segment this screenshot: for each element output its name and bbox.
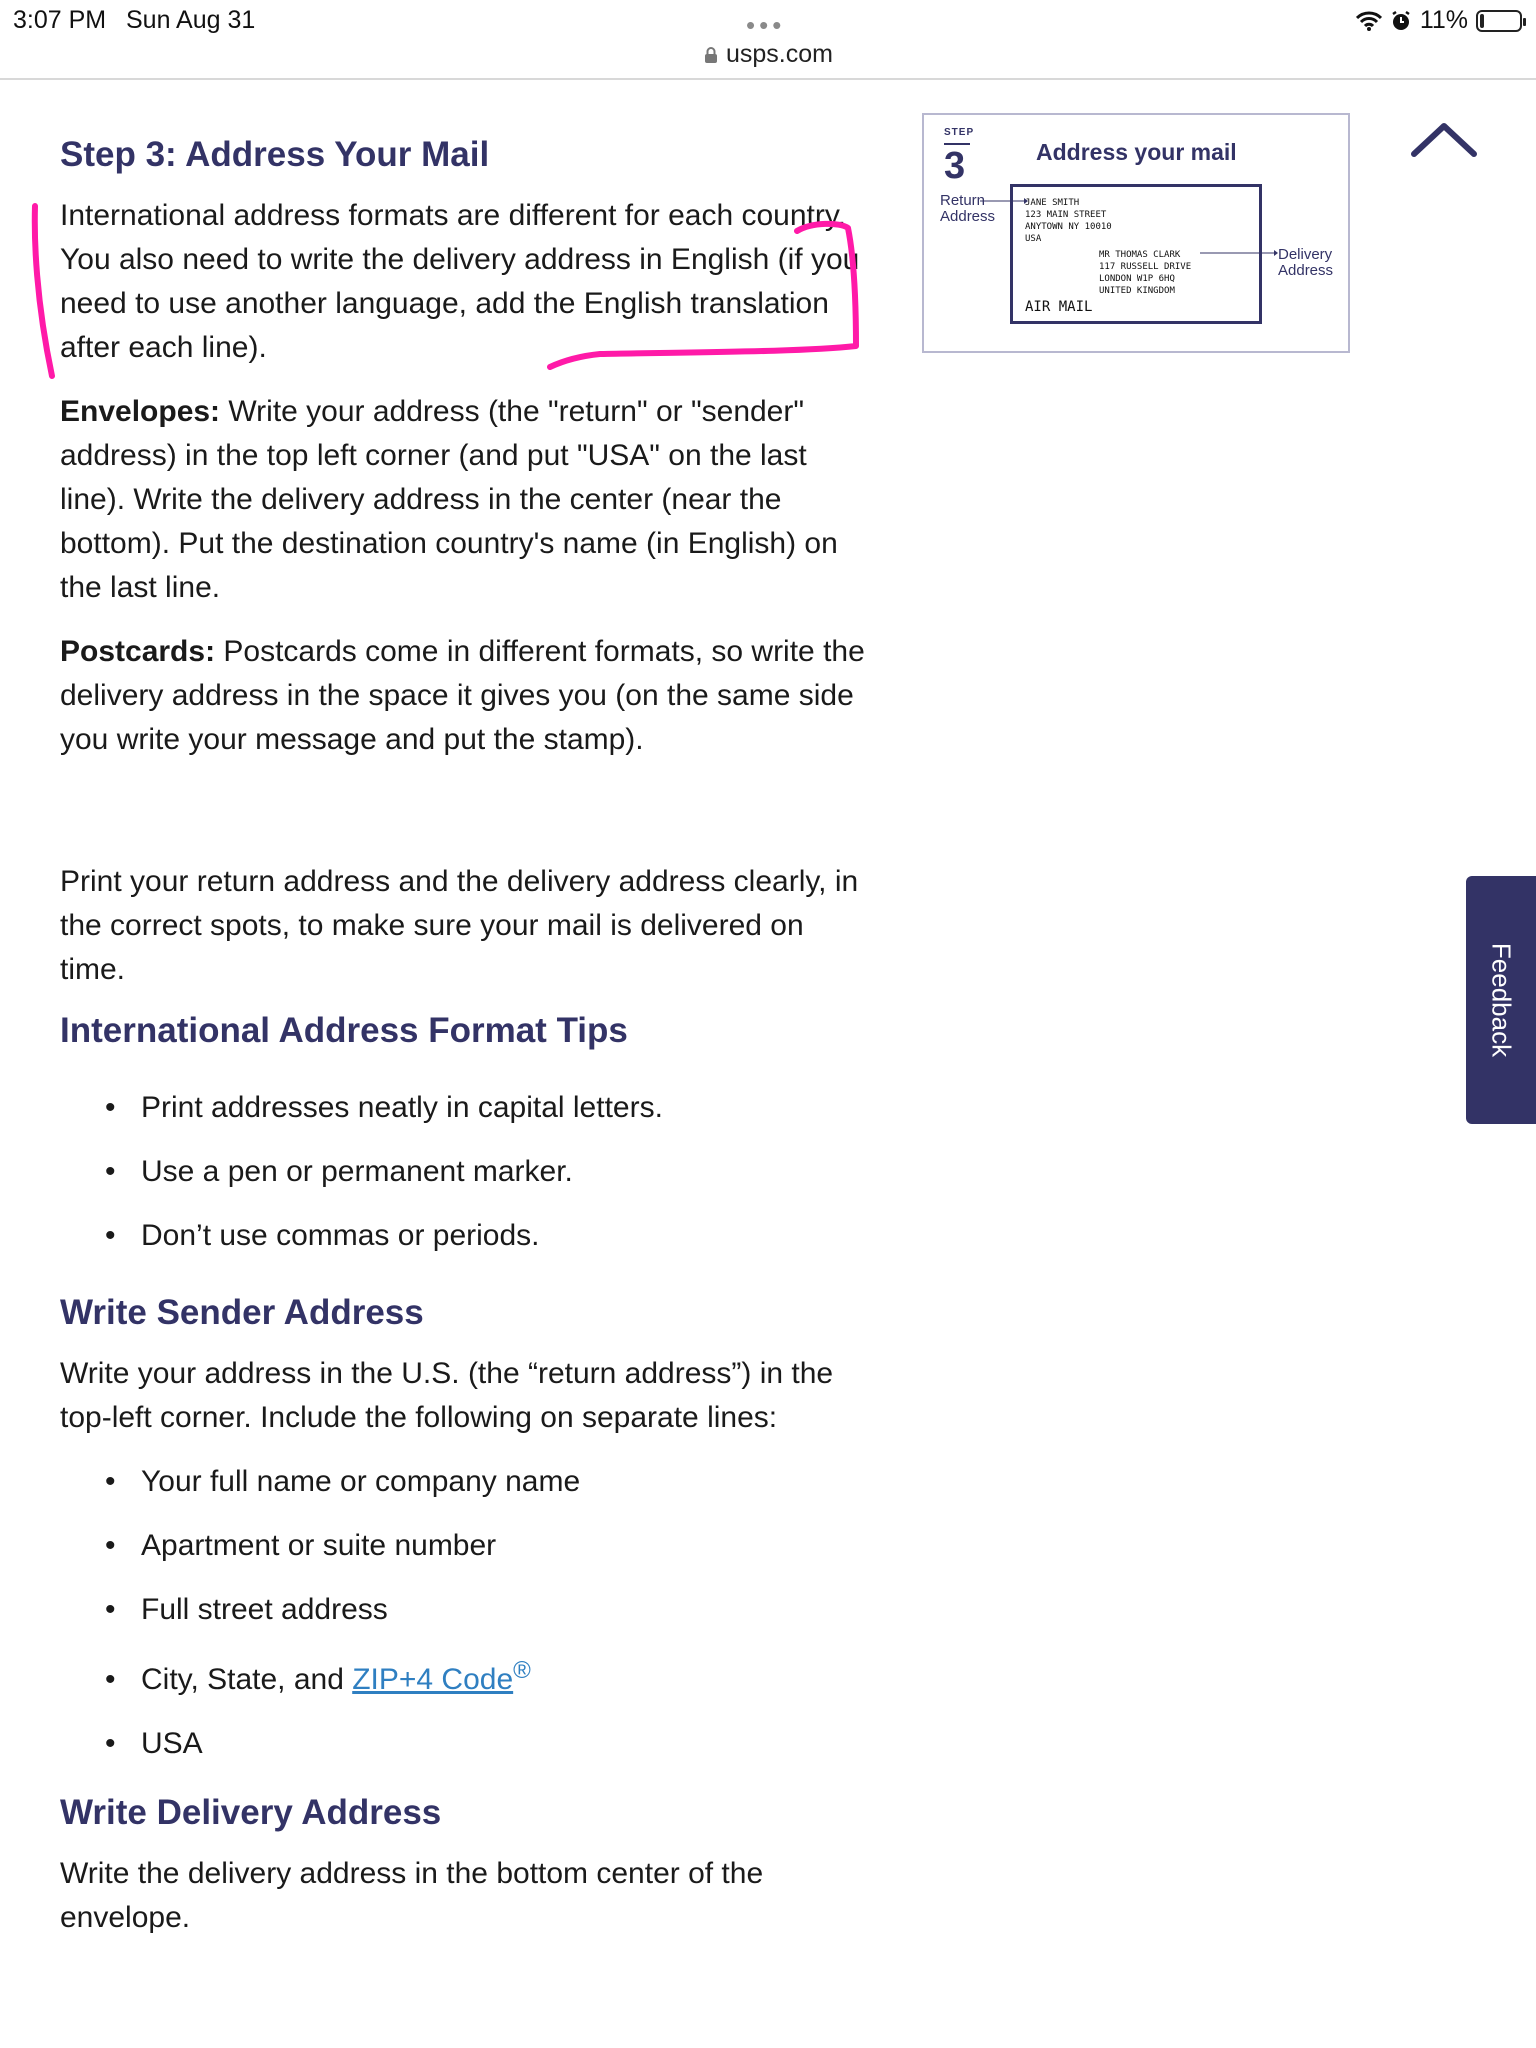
alarm-icon (1390, 10, 1412, 32)
step-heading: Step 3: Address Your Mail (60, 135, 490, 174)
address-line: MR THOMAS CLARK (1099, 250, 1181, 260)
multitasking-dots[interactable]: ••• (746, 10, 786, 40)
address-diagram (922, 113, 1350, 353)
address-line: 117 RUSSELL DRIVE (1099, 262, 1192, 272)
chevron-up-icon[interactable] (1408, 118, 1480, 160)
address-line: ANYTOWN NY 10010 (1025, 222, 1112, 232)
delivery-paragraph: Write the delivery address in the bottom center of the envelope. (60, 1857, 764, 1934)
diagram-step-number: 3 (944, 145, 966, 187)
return-label-line: Return (940, 192, 986, 209)
battery-level (1480, 14, 1484, 28)
list-item: • Use a pen or permanent marker. (60, 1150, 870, 1194)
sample-return-address (1025, 197, 1112, 245)
address-line: JANE SMITH (1025, 198, 1080, 208)
delivery-label-line: Delivery (1278, 246, 1333, 263)
lock-icon (704, 46, 718, 64)
delivery-heading: Write Delivery Address (60, 1793, 442, 1832)
sender-list (60, 1460, 870, 1766)
feedback-label: Feedback (1486, 942, 1517, 1058)
list-item (60, 1658, 870, 1702)
status-bar (0, 0, 1536, 80)
sender-paragraph: Write your address in the U.S. (the “return address”) in the top-left corner. Include the following on separate lines: (60, 1357, 834, 1434)
feedback-tab[interactable] (1466, 876, 1536, 1124)
address-line: LONDON W1P 6HQ (1099, 274, 1175, 284)
sample-delivery-address (1099, 249, 1191, 297)
envelopes-label: Envelopes: (60, 395, 221, 428)
envelope-illustration (1010, 184, 1262, 324)
envelopes-paragraph (60, 390, 870, 610)
registered-mark: ® (513, 1657, 531, 1684)
postcards-label: Postcards: (60, 635, 216, 668)
address-line: UNITED KINGDOM (1099, 286, 1175, 296)
status-right (1356, 6, 1522, 35)
air-mail-label: AIR MAIL (1025, 299, 1093, 315)
list-item: • Apartment or suite number (60, 1524, 870, 1568)
return-label-line: Address (940, 208, 996, 225)
diagram-title: Address your mail (1036, 139, 1237, 165)
tips-heading: International Address Format Tips (60, 1011, 628, 1050)
diagram-step-label: STEP (944, 127, 975, 138)
status-date: Sun Aug 31 (126, 6, 256, 34)
postcards-paragraph (60, 630, 870, 762)
zip-code-link[interactable]: ZIP+4 Code (352, 1663, 514, 1696)
wifi-icon (1356, 11, 1382, 31)
postcards-text: Postcards come in different formats, so write the delivery address in the space it gives you (on the same side you write your message and put the stamp). (60, 635, 865, 756)
sender-heading: Write Sender Address (60, 1293, 424, 1332)
battery-percent: 11% (1419, 6, 1468, 34)
address-bar[interactable] (704, 40, 833, 69)
address-line: USA (1025, 234, 1042, 244)
print-paragraph: Print your return address and the delivery address clearly, in the correct spots, to make sure your mail is delivered on time. (60, 865, 859, 986)
status-time: 3:07 PM (13, 6, 107, 34)
article-content (60, 128, 870, 1940)
tips-list (60, 1086, 870, 1258)
list-item: • Don’t use commas or periods. (60, 1214, 870, 1258)
list-item: • Full street address (60, 1588, 870, 1632)
battery-icon (1476, 10, 1522, 32)
intro-paragraph: International address formats are different for each country. You also need to write the delivery address in English (if you need to use another language, add the English translation after each line). (60, 199, 860, 364)
list-item: • Print addresses neatly in capital letters. (60, 1086, 870, 1130)
url-text: usps.com (726, 40, 833, 68)
city-prefix: City, State, and (141, 1663, 353, 1696)
list-item: • Your full name or company name (60, 1460, 870, 1504)
address-line: 123 MAIN STREET (1025, 210, 1107, 220)
delivery-label-line: Address (1278, 262, 1334, 279)
envelopes-text: Write your address (the "return" or "sender" address) in the top left corner (and put "USA" on the last line). Write the delivery address in the center (near the bottom). Put the destination country's name (in English) on the last line. (60, 395, 838, 604)
list-item: • USA (60, 1722, 870, 1766)
